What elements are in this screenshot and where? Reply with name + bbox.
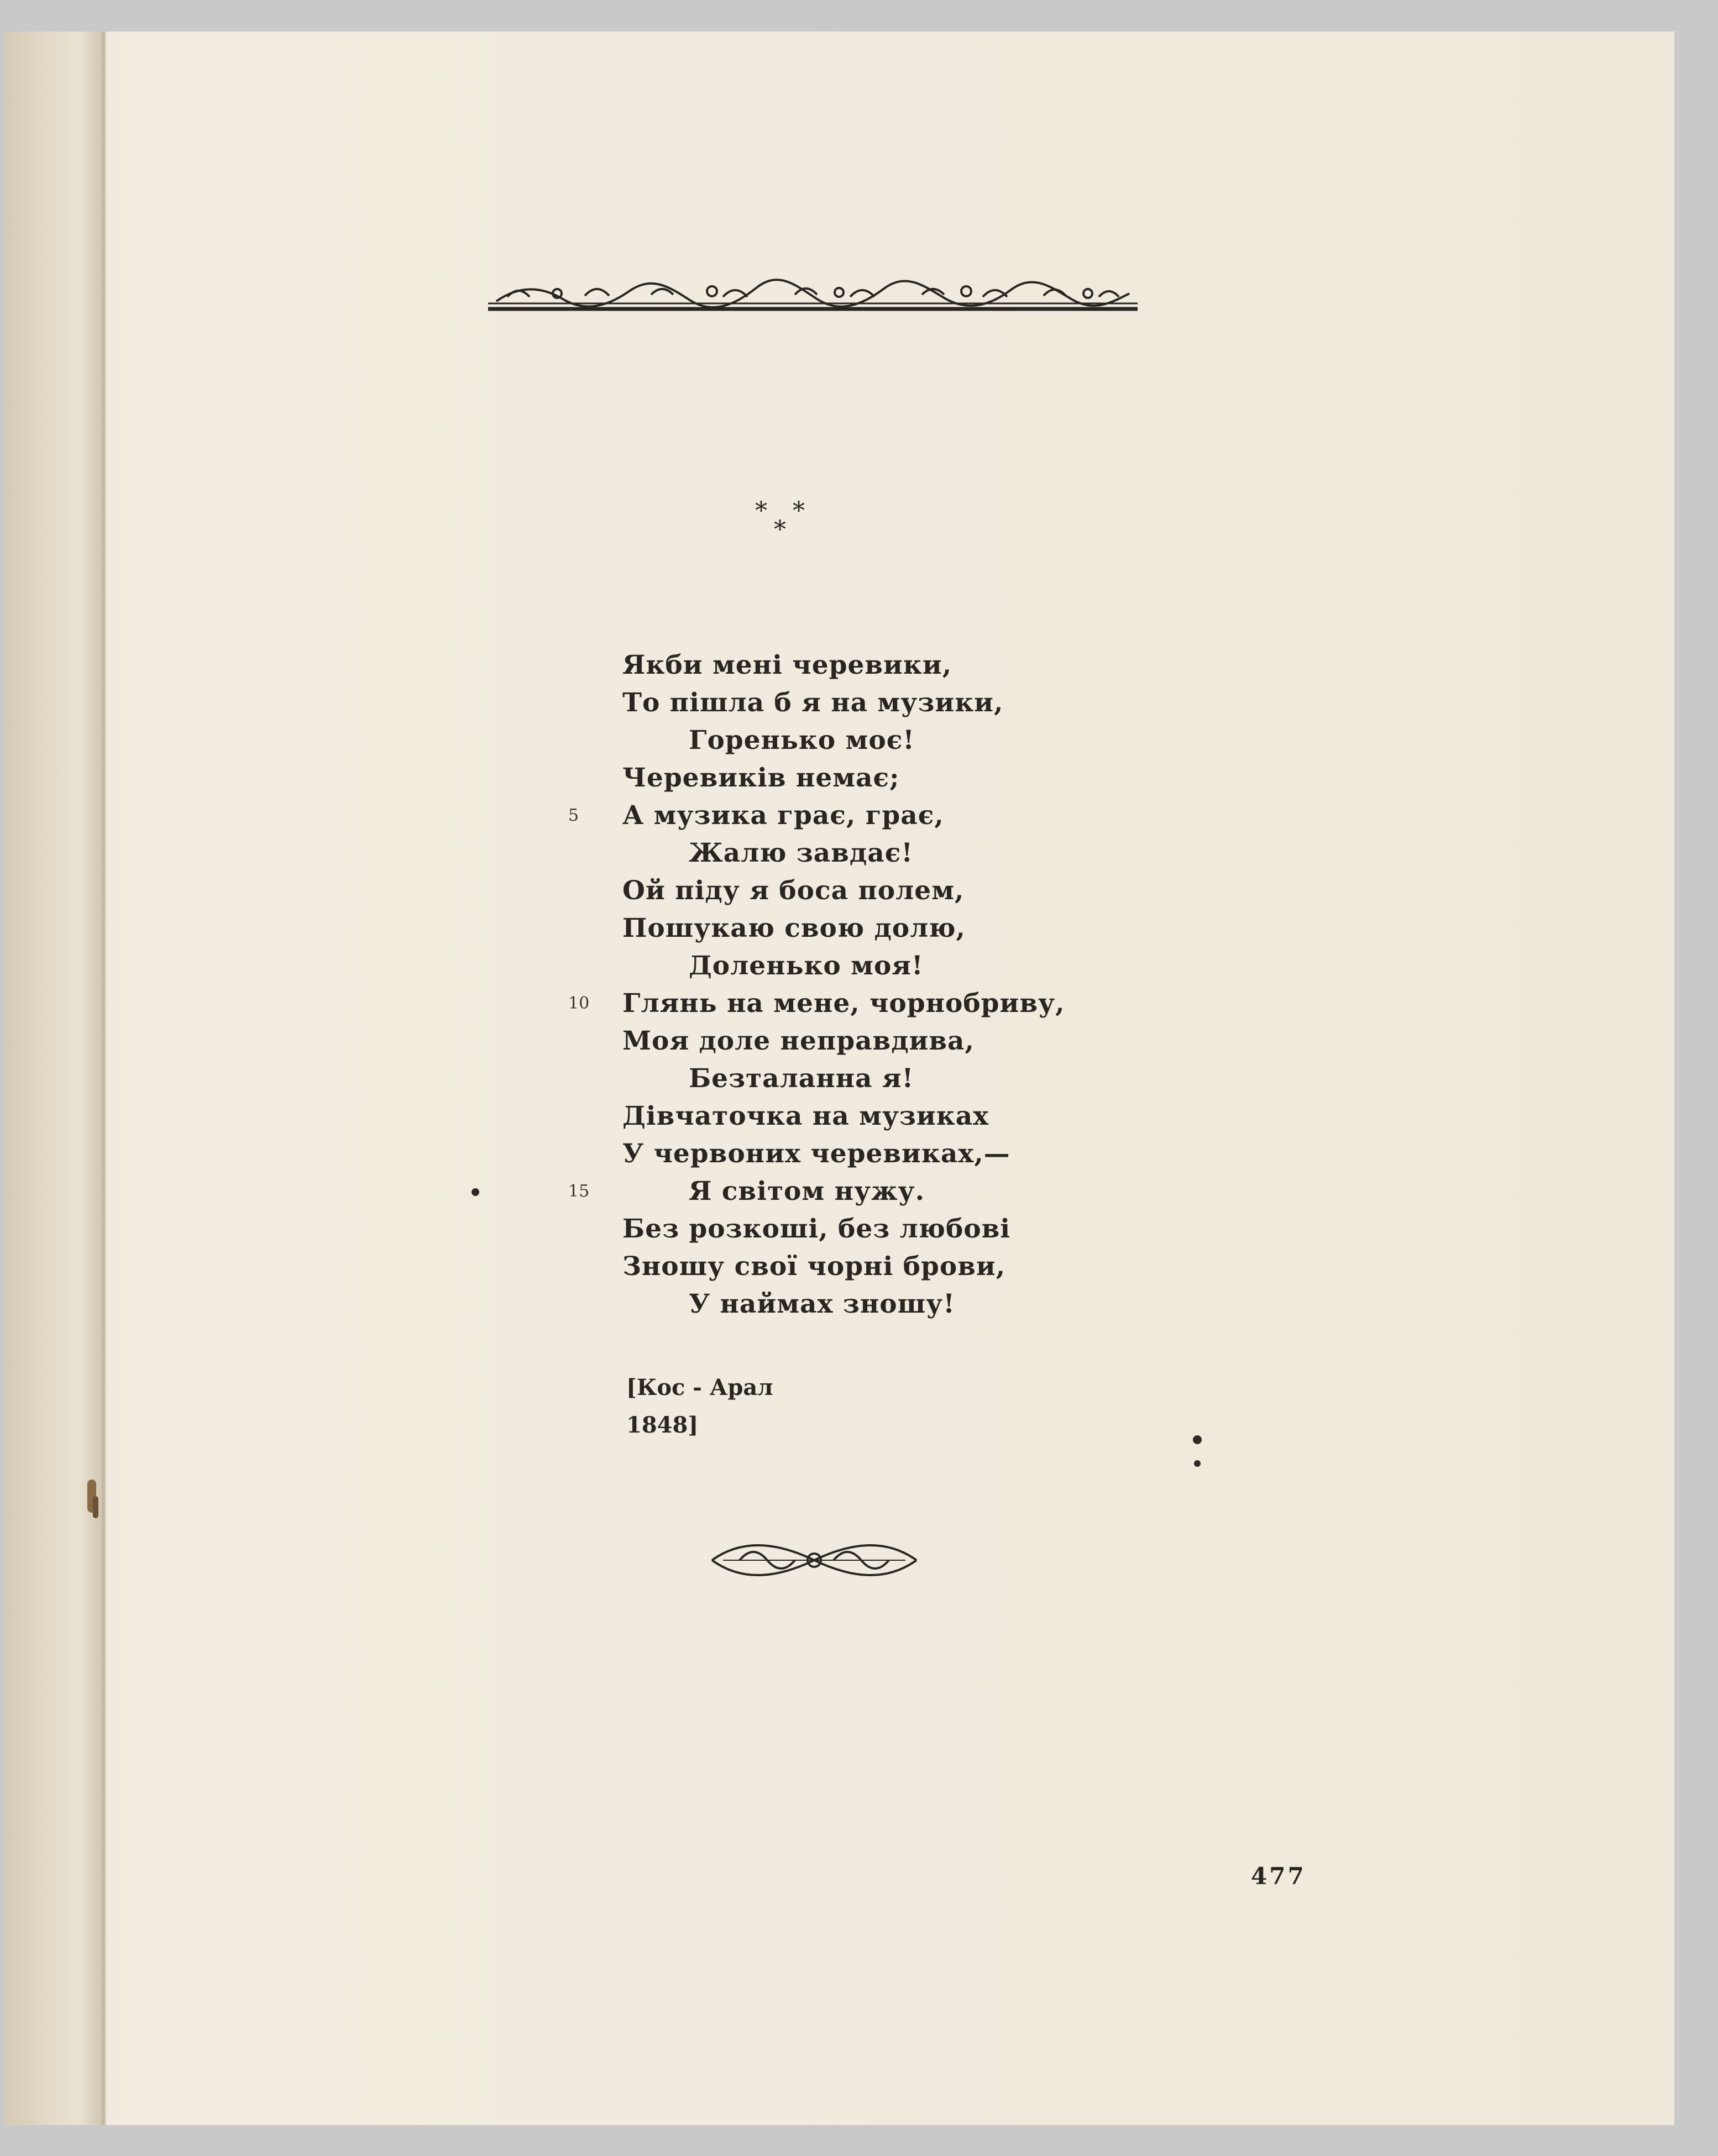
poem-line: Глянь на мене, чорнобриву, (622, 988, 1065, 1019)
poem-line: Доленько моя! (689, 951, 924, 981)
line-number: 5 (568, 806, 579, 825)
poem-line: Черевиків немає; (622, 763, 900, 793)
page-number: 477 (1251, 1863, 1306, 1890)
top-ornament-icon (485, 275, 1140, 319)
poem-line: Жалю завдає! (689, 838, 913, 868)
poem-line: Без розкоші, без любові (622, 1214, 1011, 1244)
ink-speck (1193, 1435, 1202, 1444)
line-number: 10 (568, 994, 590, 1013)
asterisk-icon: * (755, 497, 767, 525)
poem-line: У червоних черевиках,— (622, 1139, 1010, 1169)
poem-line: То пішла б я на музики, (622, 688, 1004, 718)
dateline (626, 1369, 773, 1444)
poem-line: Безталанна я! (689, 1063, 914, 1094)
stain-mark (93, 1496, 98, 1518)
dateline-year: 1848] (626, 1412, 699, 1438)
poem-line: Ой піду я боса полем, (622, 875, 965, 906)
poem-line: Моя доле неправдива, (622, 1026, 975, 1056)
poem-line: Дівчаточка на музиках (622, 1101, 989, 1131)
book-page (4, 32, 1674, 2125)
asterism (745, 496, 856, 551)
poem-line: Горенько моє! (689, 725, 915, 756)
poem-line: У наймах зношу! (689, 1289, 955, 1319)
page-gutter (4, 32, 107, 2125)
poem-line: Зношу свої чорні брови, (622, 1251, 1006, 1282)
bottom-ornament-icon (706, 1535, 922, 1585)
asterisk-icon: * (793, 497, 805, 525)
ink-speck (472, 1188, 479, 1196)
poem-line: Я світом нужу. (689, 1176, 925, 1206)
asterisk-icon: * (774, 516, 786, 544)
dateline-place: [Кос - Арал (626, 1375, 773, 1400)
binding-shadow (102, 32, 105, 2125)
poem-line: Якби мені черевики, (622, 650, 952, 680)
ink-speck (1194, 1460, 1201, 1467)
poem-line: Пошукаю свою долю, (622, 913, 966, 943)
poem-line: А музика грає, грає, (622, 800, 944, 831)
line-number: 15 (568, 1182, 590, 1201)
